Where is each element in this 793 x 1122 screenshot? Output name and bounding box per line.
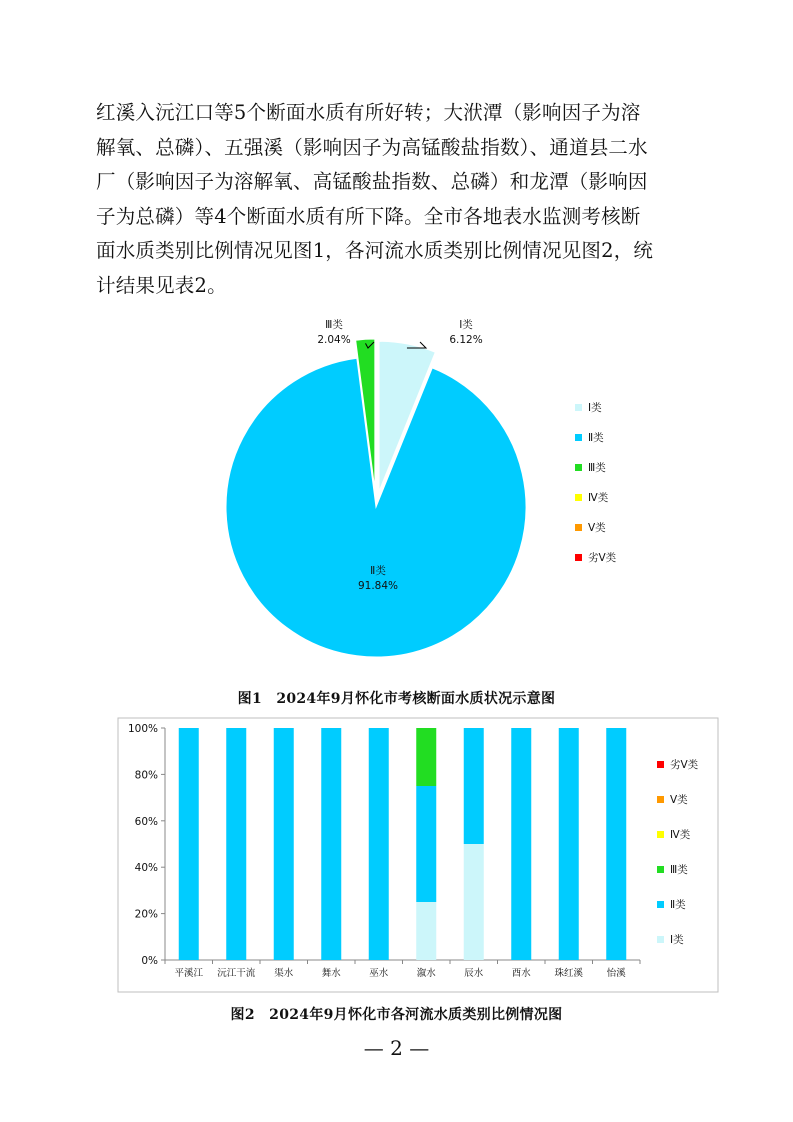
bar-segment [321,728,341,960]
pie-slice-value: 91.84% [357,580,399,592]
x-tick-label: 巫水 [369,968,389,979]
x-tick-label: 平溪江 [174,968,204,979]
figure2-caption: 图2 2024年9月怀化市各河流水质类别比例情况图 [230,1007,563,1023]
legend-label: Ⅲ类 [588,462,606,474]
legend-label: Ⅱ类 [670,899,686,911]
bar-chart [0,716,793,996]
legend-swatch [575,524,582,531]
pie-slice-label: Ⅰ类 [459,319,473,331]
pie-slice-label: Ⅲ类 [325,319,343,331]
legend-swatch [657,936,664,943]
pie-slice [226,358,526,657]
legend-label: Ⅳ类 [670,829,691,841]
paragraph-line: 面水质类别比例情况见图1，各河流水质类别比例情况见图2，统 [96,239,654,262]
legend-label: Ⅴ类 [588,522,606,534]
legend-swatch [657,866,664,873]
legend-swatch [575,554,582,561]
bar-segment [179,728,199,960]
legend-label: 劣Ⅴ类 [588,552,617,564]
x-tick-label: 舞水 [321,968,341,979]
pie-slice-label: Ⅱ类 [370,565,386,577]
legend-swatch [657,831,664,838]
bar-segment [464,728,484,844]
bar-segment [416,902,436,960]
pie-slice-value: 6.12% [449,334,483,346]
y-tick-label: 100% [127,723,158,735]
x-tick-label: 酉水 [511,968,531,979]
paragraph-line: 解氧、总磷）、五强溪（影响因子为高锰酸盐指数）、通道县二水 [96,135,648,159]
legend-label: Ⅴ类 [670,794,688,806]
legend-label: Ⅰ类 [670,934,684,946]
legend-label: Ⅳ类 [588,492,609,504]
pie-slice-value: 2.04% [317,334,351,346]
bar-segment [464,844,484,960]
figure1-caption: 图1 2024年9月怀化市考核断面水质状况示意图 [237,691,556,707]
paragraph-line: 子为总磷）等4个断面水质有所下降。全市各地表水监测考核断 [96,204,641,228]
paragraph-line: 红溪入沅江口等5个断面水质有所好转；大洑潭（影响因子为溶 [96,101,641,124]
y-tick-label: 20% [134,908,158,921]
bar-segment [274,728,294,960]
x-tick-label: 溆水 [416,968,436,979]
legend-swatch [657,796,664,803]
bar-segment [511,728,531,960]
bar-segment [606,728,626,960]
bar-segment [226,728,246,960]
legend-label: Ⅲ类 [670,864,688,876]
paragraph-line: 计结果见表2。 [96,273,227,297]
pie-chart [0,312,793,672]
bar-segment [559,728,579,960]
legend-swatch [575,404,582,411]
paragraph-line: 厂（影响因子为溶解氧、高锰酸盐指数、总磷）和龙潭（影响因 [96,170,648,193]
y-tick-label: 40% [134,862,158,875]
page-number: — 2 — [363,1036,430,1060]
bar-segment [416,786,436,902]
legend-swatch [657,901,664,908]
legend-label: Ⅰ类 [588,402,602,414]
x-tick-label: 怡溪 [606,968,626,979]
y-tick-label: 0% [141,955,158,967]
x-tick-label: 沅江干流 [217,968,256,979]
x-tick-label: 珠红溪 [554,968,584,979]
x-tick-label: 辰水 [464,968,484,979]
legend-swatch [575,494,582,501]
body-paragraph [96,96,700,303]
bar-segment [416,728,436,786]
y-tick-label: 60% [134,815,158,828]
bar-segment [369,728,389,960]
x-tick-label: 渠水 [274,968,294,979]
legend-label: 劣Ⅴ类 [670,759,699,771]
legend-label: Ⅱ类 [588,432,604,444]
y-tick-label: 80% [134,769,158,782]
legend-swatch [575,464,582,471]
legend-swatch [575,434,582,441]
legend-swatch [657,761,664,768]
